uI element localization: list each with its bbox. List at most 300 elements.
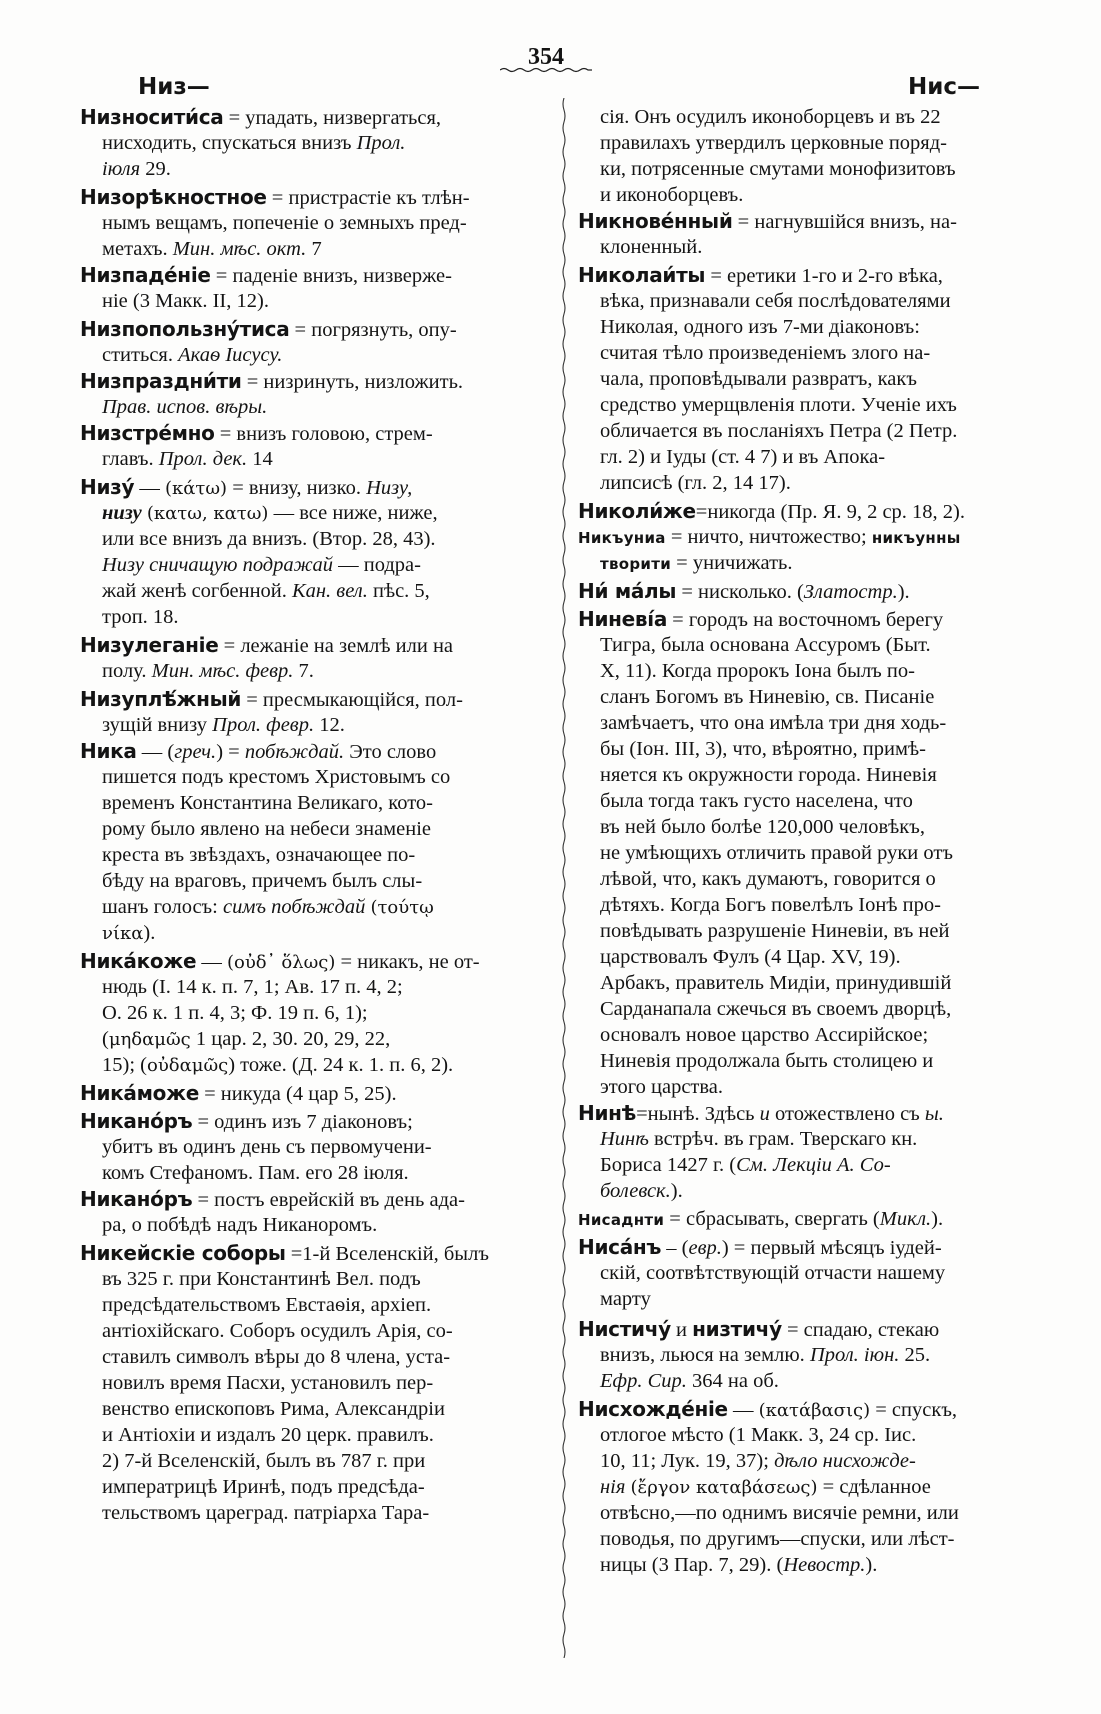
text: липсисѣ (гл. 2, 14 17). (600, 472, 791, 494)
entry-line (578, 1552, 877, 1578)
text: = одинъ изъ 7 діаконовъ; (192, 1111, 413, 1133)
entry-line (80, 1266, 421, 1292)
entry-first-line (80, 1108, 413, 1135)
entry-line (80, 712, 345, 738)
text: отлогое мѣсто (1 Макк. 3, 24 ср. Іис. (600, 1424, 917, 1446)
headword: низтичу́ (692, 1317, 782, 1341)
entry-line (578, 1368, 779, 1394)
text: ). (865, 1554, 878, 1576)
entry-line (578, 1500, 959, 1526)
text: въ ней было болѣе 120,000 человѣкъ, (600, 816, 925, 838)
text: или все внизъ да внизъ. (Втор. 28, 43). (102, 528, 436, 550)
text: 29. (140, 158, 171, 180)
text: ) = (216, 741, 245, 763)
entry-line (80, 974, 403, 1000)
text: = сбрасывать, свергать ( (664, 1208, 880, 1230)
greek-text: μηδαμῶς (108, 1029, 191, 1050)
entry-line (578, 892, 941, 918)
entry-line (80, 288, 269, 314)
headword-small: Нисаднти (578, 1211, 665, 1229)
entry-first-line (578, 262, 943, 289)
entry-first-line (578, 1234, 942, 1261)
text: О. 26 к. 1 п. 4, 3; Ф. 19 п. 6, 1); (102, 1002, 368, 1024)
entry-line (578, 788, 913, 814)
entry-first-line (80, 738, 436, 765)
text: временъ Константина Великаго, кото- (102, 792, 433, 814)
citation-italic: Прол. (356, 132, 406, 154)
text: =никогда (Пр. Я. 9, 2 ср. 18, 2). (695, 501, 965, 523)
entry-line (80, 1026, 390, 1053)
headword: Низстре́мно (80, 421, 215, 445)
citation-italic: Прол. февр. (212, 714, 315, 736)
text: сланъ Богомъ въ Ниневію, св. Писаніе (600, 686, 935, 708)
headword: Николи́же (578, 499, 696, 523)
text: — (727, 1399, 759, 1421)
citation-italic: дѣло нисхожде- (774, 1450, 916, 1472)
text: ра, о побѣдѣ надъ Никаноромъ. (102, 1214, 378, 1236)
text: = нисколько. ( (676, 581, 804, 603)
entry-line (578, 418, 957, 444)
entry-first-line (80, 184, 470, 211)
citation-italic: нія (600, 1476, 626, 1498)
text: 2) 7-й Вселенскій, былъ въ 787 г. при (102, 1450, 426, 1472)
entry-first-line (578, 208, 957, 235)
headword: Ни́ ма́лы (578, 579, 677, 603)
entry-line (80, 1052, 453, 1079)
text: = внизу, низко. (227, 477, 367, 499)
citation-italic: Прол. іюн. (809, 1344, 900, 1366)
entry-line (80, 210, 467, 236)
text: Ниневія продолжала быть столицею и (600, 1050, 934, 1072)
entry-line (80, 1396, 445, 1422)
entry-line (80, 1344, 450, 1370)
headword: Ниневі́а (578, 607, 668, 631)
entry-line (578, 366, 917, 392)
entry-line (578, 1260, 945, 1286)
entry-line (578, 1474, 931, 1501)
headword: Низпаде́ніе (80, 263, 211, 287)
headword: Низпраздни́ти (80, 369, 242, 393)
text: комъ Стефаномъ. Пам. его 28 іюля. (102, 1162, 409, 1184)
citation-italic: Златостр. (803, 581, 898, 603)
entry-line (578, 710, 946, 736)
entry-first-line (80, 1186, 465, 1213)
page-number: 354 (528, 44, 564, 70)
text: императрицѣ Иринѣ, подъ предсѣда- (102, 1476, 425, 1498)
text: внизъ, льюся на землю. (600, 1344, 810, 1366)
entry-line (80, 1500, 429, 1526)
entry-line (578, 1342, 930, 1368)
text: = уничижать. (671, 552, 793, 574)
text: ставилъ символъ вѣры до 8 члена, уста- (102, 1346, 451, 1368)
column-divider (561, 98, 567, 1658)
headword: Низносити́са (80, 105, 224, 129)
headword-small: творити (600, 555, 672, 573)
text: = нагнувшійся внизъ, на- (732, 211, 957, 233)
entry-line (578, 288, 951, 314)
text: гл. 2) и Іуды (ст. 4 7) и въ Апока- (600, 446, 886, 468)
entry-line (578, 944, 901, 970)
citation-italic: Мин. мѣс. окт. (172, 238, 307, 260)
greek-text: (ἔργον καταβάσεως) (630, 1477, 818, 1498)
entry-line (578, 840, 953, 866)
text: ницы (3 Пар. 7, 29). ( (600, 1554, 784, 1576)
text: лѣвой, что, какъ думаютъ, говорится о (600, 868, 936, 890)
entry-line (80, 658, 314, 684)
entry-line (578, 1178, 683, 1204)
text: — (196, 951, 227, 973)
text: бы (Іон. III, 3), что, вѣроятно, примѣ- (600, 738, 926, 760)
entry-line (578, 1152, 891, 1178)
citation-italic: Прол. дек. (158, 448, 248, 470)
entry-first-line (578, 1396, 957, 1424)
text: X, 11). Когда пророкъ Іона былъ по- (600, 660, 915, 682)
entry-first-line (80, 420, 433, 447)
entry-line (578, 1126, 917, 1152)
text: клоненный. (600, 236, 703, 258)
entry-line (578, 1022, 928, 1048)
entry-line (578, 658, 915, 684)
entry-line (578, 632, 931, 658)
text: ( (102, 1028, 109, 1050)
headword: Никано́ръ (80, 1109, 193, 1133)
text: не умѣющихъ отличить правой руки отъ (600, 842, 953, 864)
entry-line (80, 1212, 377, 1238)
greek-text: (κατω, κατω) (146, 503, 269, 524)
text: скій, соотвѣтствующій отчасти нашему (600, 1262, 946, 1284)
text: 364 на об. (686, 1370, 779, 1392)
text: — (134, 477, 165, 499)
headword: Низуплѣ́жный (80, 687, 242, 711)
citation-italic: Кан. вел. (292, 580, 368, 602)
citation-italic: Мин. мѣс. февр. (151, 660, 294, 682)
entry-line (578, 130, 947, 156)
text: антіохійскаго. Соборъ осудилъ Арія, со- (102, 1320, 453, 1342)
entry-line (578, 736, 926, 762)
citation-italic: симъ побѣждай (222, 896, 366, 918)
text: Арбакъ, правитель Мидіи, принудившій (600, 972, 952, 994)
text: повѣдывать разрушеніе Ниневіи, въ ней (600, 920, 950, 942)
entry-line (80, 1292, 431, 1318)
text: тельствомъ цареград. патріарха Тара- (102, 1502, 430, 1524)
text: = упадать, низвергаться, (223, 107, 442, 129)
entry-line (578, 1286, 651, 1312)
text: зущій внизу (102, 714, 213, 736)
headword: Николаи́ты (578, 263, 706, 287)
greek-text: οὐδαμῶς (146, 1055, 229, 1076)
headword: Никано́ръ (80, 1187, 193, 1211)
text: = спадаю, стекаю (781, 1319, 940, 1341)
headword: Ника́може (80, 1081, 199, 1105)
text: отожествлено съ (769, 1103, 925, 1125)
citation-italic: Нинѣ (600, 1128, 649, 1150)
entry-line (578, 970, 951, 996)
entry-first-line (80, 632, 453, 659)
text: 15); ( (102, 1054, 147, 1076)
entry-first-line (578, 606, 943, 633)
headword: Низпопользну́тиса (80, 317, 290, 341)
text: марту (600, 1288, 651, 1310)
text: 14 (247, 448, 273, 470)
text: = внизъ головою, стрем- (214, 423, 433, 445)
text: этого царства. (600, 1076, 724, 1098)
headword: Низорѣкностное (80, 185, 267, 209)
entry-line (80, 236, 322, 262)
text: — ( (136, 741, 175, 763)
text: главъ. (102, 448, 159, 470)
entry-first-line (80, 104, 441, 131)
text: новилъ время Пасхи, установилъ пер- (102, 1372, 434, 1394)
running-head-right: Нис— (908, 74, 980, 100)
entry-first-line (578, 498, 965, 525)
text: ніе (3 Макк. II, 12). (102, 290, 269, 312)
text: — все ниже, ниже, (268, 502, 438, 524)
text: была тогда такъ густо населена, что (600, 790, 913, 812)
entry-first-line (80, 948, 480, 976)
greek-text: (οὐδ᾽ ὅλως) (226, 952, 336, 973)
text: и (670, 1319, 693, 1341)
text: вѣка, признавали себя послѣдователями (600, 290, 951, 312)
entry-first-line (80, 368, 463, 395)
headword: Нистичу́ (578, 1317, 671, 1341)
page-number-rule (500, 66, 592, 74)
headword-small: Никъуниа (578, 529, 666, 547)
text: обличается въ посланіяхъ Петра (2 Петр. (600, 420, 958, 442)
text: = низринуть, низложить. (241, 371, 464, 393)
entry-line (80, 868, 422, 894)
text: въ 325 г. при Константинѣ Вел. подъ (102, 1268, 421, 1290)
entry-line (578, 392, 957, 418)
entry-first-line (578, 524, 961, 551)
entry-first-line (80, 1080, 397, 1107)
entry-line (80, 578, 430, 604)
text: 12. (314, 714, 345, 736)
text: – ( (661, 1237, 689, 1259)
text: = пресмыкающійся, пол- (241, 689, 463, 711)
entry-line (80, 1318, 453, 1344)
entry-first-line (578, 1100, 944, 1127)
text: и Антіохіи и издалъ 20 церк. правилъ. (102, 1424, 434, 1446)
text: 7 (306, 238, 322, 260)
text: Бориса 1427 г. ( (600, 1154, 737, 1176)
text: = погрязнуть, опу- (289, 319, 457, 341)
text: = ничто, ничтожество; (665, 526, 872, 548)
entry-line (80, 1160, 409, 1186)
entry-line (80, 604, 179, 630)
entry-line (80, 920, 155, 947)
entry-line (80, 552, 421, 578)
text: встрѣч. въ грам. Тверскаго кн. (648, 1128, 918, 1150)
entry-line (80, 790, 433, 816)
entry-line (578, 1048, 933, 1074)
text: венство епископовъ Рима, Александріи (102, 1398, 445, 1420)
entry-first-line (578, 1316, 939, 1343)
text: пишется подъ крестомъ Христовымъ со (102, 766, 451, 788)
text: дѣтяхъ. Когда Богъ повелѣлъ Іонѣ про- (600, 894, 941, 916)
headword: Ника (80, 739, 137, 763)
entry-first-line (80, 262, 452, 289)
entry-line (578, 684, 934, 710)
text: бѣду на враговъ, причемъ былъ слы- (102, 870, 423, 892)
greek-text: (κατάβασις) (758, 1400, 871, 1421)
text: рому было явлено на небеси знаменіе (102, 818, 432, 840)
text: =нынѣ. Здѣсь (636, 1103, 760, 1125)
citation-italic: Невостр. (783, 1554, 866, 1576)
text: Тигра, была основана Ассуромъ (Быт. (600, 634, 931, 656)
text: ки, потрясенные смутами монофизитовъ (600, 158, 956, 180)
text: = спускъ, (870, 1399, 958, 1421)
headword: Низу́ (80, 475, 135, 499)
citation-italic: евр. (688, 1237, 722, 1259)
text: сія. Онъ осудилъ иконоборцевъ и въ 22 (600, 106, 941, 128)
entry-line (80, 394, 267, 420)
headword: Нинѣ (578, 1101, 637, 1125)
entry-line (578, 1422, 916, 1448)
text: = лежаніе на землѣ или на (218, 635, 454, 657)
entry-line (80, 526, 436, 552)
entry-line (80, 500, 438, 527)
entry-line (578, 314, 920, 340)
entry-line (80, 342, 282, 368)
citation-italic: и (759, 1103, 770, 1125)
text: 7. (293, 660, 314, 682)
text: ). (670, 1180, 683, 1202)
citation-italic: Низу сничащую подражай (102, 554, 333, 576)
text: креста въ звѣздахъ, означающее по- (102, 844, 416, 866)
text: няется къ окружности города. Ниневія (600, 764, 937, 786)
entry-first-line (80, 1240, 489, 1267)
text: правилахъ утвердилъ церковные поряд- (600, 132, 947, 154)
entry-line (578, 550, 793, 577)
citation-italic: ы. (924, 1103, 944, 1125)
entry-line (578, 340, 930, 366)
citation-italic: болевск. (600, 1180, 671, 1202)
text: = сдѣланное (817, 1476, 931, 1498)
text: = пристрастіе къ тлѣн- (266, 187, 470, 209)
text: метахъ. (102, 238, 173, 260)
entry-line (80, 1422, 434, 1448)
running-head-left: Низ— (138, 74, 210, 100)
text: поводья, по другимъ—спуски, или лѣст- (600, 1528, 955, 1550)
text: ). (143, 922, 156, 944)
entry-line (578, 762, 937, 788)
greek-text: (τούτῳ (370, 897, 434, 918)
citation-italic: побѣждай. (244, 741, 345, 763)
text: шанъ голосъ: (102, 896, 223, 918)
entry-line (80, 130, 405, 156)
headword: Нисхожде́ніе (578, 1397, 728, 1421)
entry-line (80, 156, 171, 182)
text: замѣчаетъ, что она имѣла три дня ходь- (600, 712, 947, 734)
text: нымъ вещамъ, попеченіе о земныхъ пред- (102, 212, 467, 234)
text: нисходить, спускаться внизъ (102, 132, 357, 154)
text: ) тоже. (Д. 24 к. 1. п. 6, 2). (228, 1054, 454, 1076)
text: средство умерщвленія плоти. Ученіе ихъ (600, 394, 957, 416)
text: Николая, одного изъ 7-ми діаконовъ: (600, 316, 920, 338)
text: = постъ еврейскій въ день ада- (192, 1189, 465, 1211)
citation-italic: іюля (102, 158, 141, 180)
text: ). (897, 581, 910, 603)
text: пѣс. 5, (367, 580, 430, 602)
citation-italic: Прав. испов. вѣры. (102, 396, 268, 418)
text: = никуда (4 цар 5, 25). (198, 1083, 397, 1105)
text: =1-й Вселенскій, былъ (285, 1243, 489, 1265)
headword: Низулеганіе (80, 633, 219, 657)
entry-line (578, 996, 951, 1022)
text: = паденіе внизъ, низверже- (210, 265, 452, 287)
text: ститься. (102, 344, 179, 366)
text: = никакъ, не от- (335, 951, 480, 973)
entry-line (80, 842, 415, 868)
italic-bold: низу (102, 502, 142, 524)
text: троп. 18. (102, 606, 179, 628)
text: царствовалъ Фулъ (4 Цар. XV, 19). (600, 946, 901, 968)
text: ). (931, 1208, 944, 1230)
text: Это слово (344, 741, 437, 763)
entry-line (578, 1448, 916, 1474)
entry-first-line (578, 578, 910, 605)
entry-line (578, 814, 925, 840)
entry-line (80, 764, 450, 790)
text: чала, проповѣдывали развратъ, какъ (600, 368, 917, 390)
citation-italic: Ефр. Сир. (600, 1370, 687, 1392)
entry-first-line (578, 1206, 943, 1233)
entry-line (578, 156, 956, 182)
entry-line (578, 866, 936, 892)
entry-line (578, 234, 702, 260)
headword: Никейскіе соборы (80, 1241, 286, 1265)
text: Сарданапала сжечься въ своемъ дворцѣ, (600, 998, 952, 1020)
text: нюдь (I. 14 к. п. 7, 1; Ав. 17 п. 4, 2; (102, 976, 403, 998)
entry-first-line (80, 316, 457, 343)
text: ) = первый мѣсяцъ іудей- (721, 1237, 942, 1259)
headword-small: никъунны (871, 529, 961, 547)
text: жай женѣ согбенной. (102, 580, 293, 602)
headword: Ника́коже (80, 949, 197, 973)
entry-line (80, 816, 431, 842)
citation-italic: греч. (174, 741, 217, 763)
text: предсѣдательствомъ Евстаѳія, архіеп. (102, 1294, 432, 1316)
citation-italic: Низу, (366, 477, 413, 499)
entry-line (80, 1134, 432, 1160)
entry-line (578, 470, 791, 496)
entry-line (578, 182, 743, 208)
entry-line (80, 1474, 425, 1500)
text: = городъ на восточномъ берегу (667, 609, 944, 631)
citation-italic: Микл. (879, 1208, 932, 1230)
entry-line (80, 894, 434, 921)
entry-line (80, 1000, 368, 1026)
text: отвѣсно,—по однимъ висячіе ремни, или (600, 1502, 959, 1524)
entry-line (80, 1370, 433, 1396)
headword: Ниса́нъ (578, 1235, 662, 1259)
entry-first-line (80, 474, 412, 502)
citation-italic: Акаѳ Іисусу. (178, 344, 283, 366)
citation-italic: См. Лекціи А. Со- (736, 1154, 891, 1176)
text: 10, 11; Лук. 19, 37); (600, 1450, 775, 1472)
headword: Никнове́нный (578, 209, 733, 233)
entry-line (578, 1526, 954, 1552)
text: 1 цар. 2, 30. 20, 29, 22, (190, 1028, 391, 1050)
entry-first-line (80, 686, 463, 713)
entry-line (578, 918, 949, 944)
text: 25. (899, 1344, 931, 1366)
entry-line (578, 104, 941, 130)
text: считая тѣло произведеніемъ злого на- (600, 342, 931, 364)
text: — подра- (332, 554, 421, 576)
entry-line (578, 444, 885, 470)
greek-text: (κάτω) (164, 478, 228, 499)
